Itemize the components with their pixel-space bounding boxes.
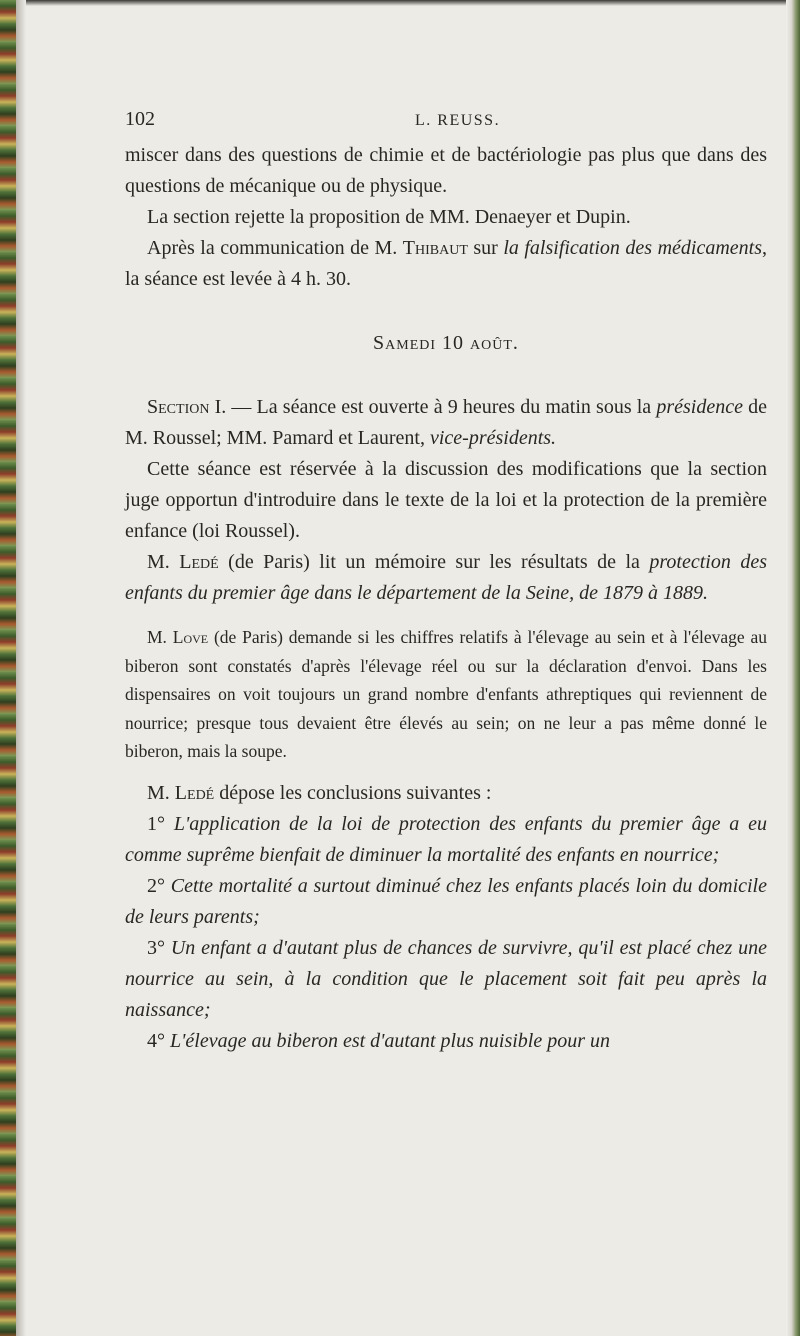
paragraph-6-italic: protection des enfants du premier âge dans le département de la Seine, de 1879 à 1889. (125, 551, 767, 604)
paragraph-2-text: La section rejette la proposition de MM. Denaeyer et Dupin. (147, 206, 631, 228)
paragraph-8-text-a: M. (147, 781, 175, 804)
page-number: 102 (125, 108, 155, 130)
speaker-name: Love (172, 627, 209, 647)
paragraph-4-text-a: — La séance est ouverte à 9 heures du matin sous la (226, 396, 657, 418)
paragraph-1-text: miscer dans des questions de chimie et de bactériologie pas plus que dans des questions de mécanique ou de physique. (125, 144, 767, 197)
conclusion-2-text: Cette mortalité a surtout diminué chez les enfants placés loin du domicile de leurs parents; (125, 874, 767, 928)
paragraph-3-text-c: , la séance est levée à 4 h. 30. (125, 237, 767, 290)
paragraph-7 (125, 623, 767, 766)
conclusion-2 (125, 871, 767, 933)
conclusion-3 (125, 933, 767, 1026)
paragraph-3-text-a: Après la communication de M. (147, 237, 403, 259)
speaker-name: Ledé (174, 781, 215, 804)
paragraph-2 (125, 202, 767, 233)
paragraph-4-italic-2: vice-présidents. (429, 427, 557, 449)
paragraph-3-text-b: sur (467, 237, 504, 259)
paragraph-6-text-a: M. (147, 551, 180, 573)
speaker-name: Ledé (179, 551, 219, 573)
conclusion-number: 2° (147, 874, 171, 897)
gutter-shadow (16, 0, 26, 1336)
top-shadow (0, 0, 800, 6)
paragraph-4-italic-1: présidence (656, 396, 743, 418)
body-text (125, 140, 767, 1057)
session-title: Samedi 10 août. (373, 332, 519, 354)
conclusion-number: 1° (147, 812, 174, 835)
book-binding-edge (0, 0, 16, 1336)
paragraph-8 (125, 778, 767, 809)
running-head: L. REUSS. (415, 112, 501, 129)
paragraph-3 (125, 233, 767, 295)
conclusion-4-text: L'élevage au biberon est d'autant plus nuisible pour un (170, 1029, 610, 1052)
paragraph-3-italic: la falsification des médicaments (503, 237, 762, 259)
paragraph-6-text-b: (de Paris) lit un mémoire sur les résultats de la (218, 551, 650, 573)
conclusion-4 (125, 1026, 767, 1057)
paragraph-6 (125, 547, 767, 609)
conclusion-number: 4° (147, 1029, 170, 1052)
paragraph-4-text-b: de M. Roussel; MM. Pamard et Laurent, (125, 396, 767, 449)
section-label: Section I. (147, 396, 227, 418)
page-edge (786, 0, 800, 1336)
conclusion-1 (125, 809, 767, 871)
paragraph-7-text-b: (de Paris) demande si les chiffres relatifs à l'élevage au sein et à l'élevage au biberon sont constatés d'après l'élevage réel ou sur la déclaration d'envoi. Dans les dispensaires on voit toujours un grand nombre d'enfants athreptiques qui reviennent de nourrice; presque tous devaient être élevés au sein; on ne leur a pas même donné le biberon, mais la soupe. (125, 627, 767, 761)
paragraph-5 (125, 454, 767, 547)
paragraph-4 (125, 392, 767, 454)
speaker-name: Thibaut (402, 237, 468, 259)
paragraph-8-text-b: dépose les conclusions suivantes : (214, 781, 492, 804)
paragraph-5-text: Cette séance est réservée à la discussion des modifications que la section juge opportun d'introduire dans le texte de la loi et la protection de la première enfance (loi Roussel). (125, 458, 767, 542)
page-header (125, 108, 765, 138)
paragraph-7-text-a: M. (147, 627, 173, 647)
conclusion-1-text: L'application de la loi de protection des enfants du premier âge a eu comme suprême bienfait de diminuer la mortalité des enfants en nourrice; (125, 812, 767, 866)
conclusion-number: 3° (147, 936, 171, 959)
conclusion-3-text: Un enfant a d'autant plus de chances de survivre, qu'il est placé chez une nourrice au sein, à la condition que le placement soit fait peu après la naissance; (125, 936, 767, 1021)
paragraph-1 (125, 140, 767, 202)
